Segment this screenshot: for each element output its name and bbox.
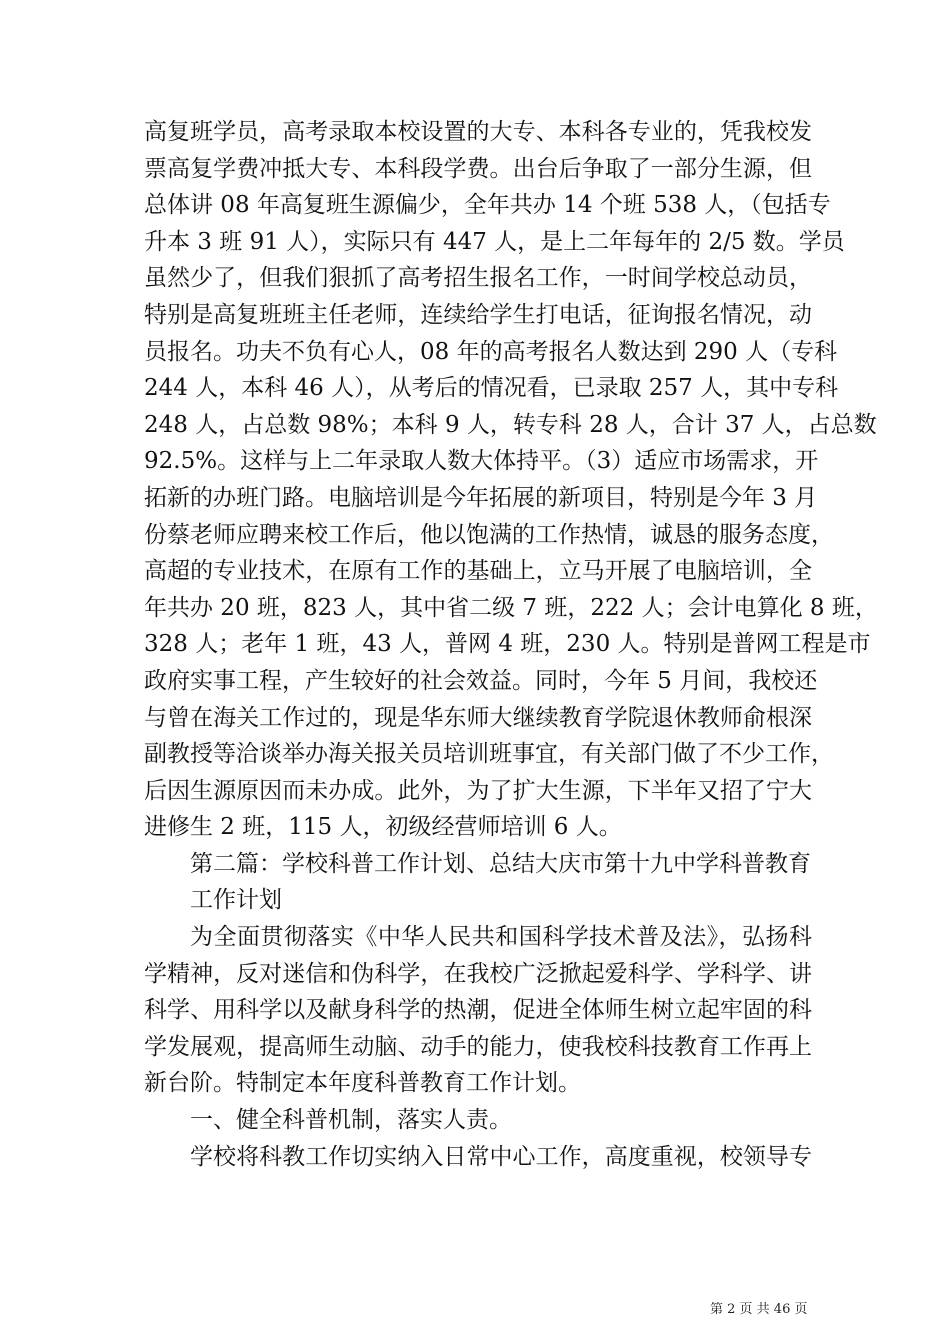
body-line: 后因生源原因而未办成。此外，为了扩大生源，下半年又招了宁大 bbox=[144, 777, 812, 804]
intro-line: 新台阶。特制定本年度科普教育工作计划。 bbox=[144, 1070, 581, 1097]
body-line: 票高复学费冲抵大专、本科段学费。出台后争取了一部分生源，但 bbox=[144, 155, 812, 182]
body-line: 政府实事工程，产生较好的社会效益。同时，今年 5 月间，我校还 bbox=[144, 667, 818, 694]
body-line: 副教授等洽谈举办海关报关员培训班事宜，有关部门做了不少工作， bbox=[144, 741, 834, 768]
body-line: 升本 3 班 91 人），实际只有 447 人，是上二年每年的 2/5 数。学员 bbox=[144, 228, 845, 255]
body-line: 与曾在海关工作过的，现是华东师大继续教育学院退休教师俞根深 bbox=[144, 704, 812, 731]
section-title-continued: 工作计划 bbox=[190, 887, 282, 914]
body-line: 年共办 20 班，823 人，其中省二级 7 班，222 人；会计电算化 8 班， bbox=[144, 594, 878, 621]
body-line: 244 人，本科 46 人），从考后的情况看，已录取 257 人，其中专科 bbox=[144, 375, 839, 402]
body-line: 拓新的办班门路。电脑培训是今年拓展的新项目，特别是今年 3 月 bbox=[144, 484, 818, 511]
intro-line: 学精神，反对迷信和伪科学，在我校广泛掀起爱科学、学科学、讲 bbox=[144, 960, 812, 987]
intro-line: 学发展观，提高师生动脑、动手的能力，使我校科技教育工作再上 bbox=[144, 1033, 812, 1060]
section-title: 第二篇：学校科普工作计划、总结大庆市第十九中学科普教育 bbox=[190, 850, 811, 877]
body-line: 特别是高复班班主任老师，连续给学生打电话，征询报名情况，动 bbox=[144, 301, 812, 328]
body-line: 员报名。功夫不负有心人，08 年的高考报名人数达到 290 人（专科 bbox=[144, 338, 838, 365]
body-line: 92.5%。这样与上二年录取人数大体持平。（3）适应市场需求，开 bbox=[144, 448, 819, 475]
body-line: 高超的专业技术，在原有工作的基础上，立马开展了电脑培训，全 bbox=[144, 558, 812, 585]
body-line: 进修生 2 班，115 人，初级经营师培训 6 人。 bbox=[144, 814, 622, 841]
intro-line: 为全面贯彻落实《中华人民共和国科学技术普及法》，弘扬科 bbox=[190, 924, 812, 951]
intro-line: 科学、用科学以及献身科学的热潮，促进全体师生树立起牢固的科 bbox=[144, 997, 812, 1024]
subheading: 一、健全科普机制，落实人责。 bbox=[190, 1107, 512, 1134]
body-line: 高复班学员，高考录取本校设置的大专、本科各专业的，凭我校发 bbox=[144, 119, 812, 145]
body-line: 学校将科教工作切实纳入日常中心工作，高度重视，校领导专 bbox=[190, 1143, 812, 1170]
page-number: 第 2 页 共 46 页 bbox=[710, 1302, 808, 1317]
document-body bbox=[144, 114, 878, 1175]
body-line: 虽然少了，但我们狠抓了高考招生报名工作，一时间学校总动员， bbox=[144, 265, 812, 292]
body-line: 328 人；老年 1 班，43 人，普网 4 班，230 人。特别是普网工程是市 bbox=[144, 631, 871, 658]
body-line: 份蔡老师应聘来校工作后，他以饱满的工作热情，诚恳的服务态度， bbox=[144, 521, 834, 548]
body-line: 248 人，占总数 98%；本科 9 人，转专科 28 人，合计 37 人，占总数 bbox=[144, 411, 877, 438]
body-line: 总体讲 08 年高复班生源偏少，全年共办 14 个班 538 人，（包括专 bbox=[144, 192, 831, 219]
